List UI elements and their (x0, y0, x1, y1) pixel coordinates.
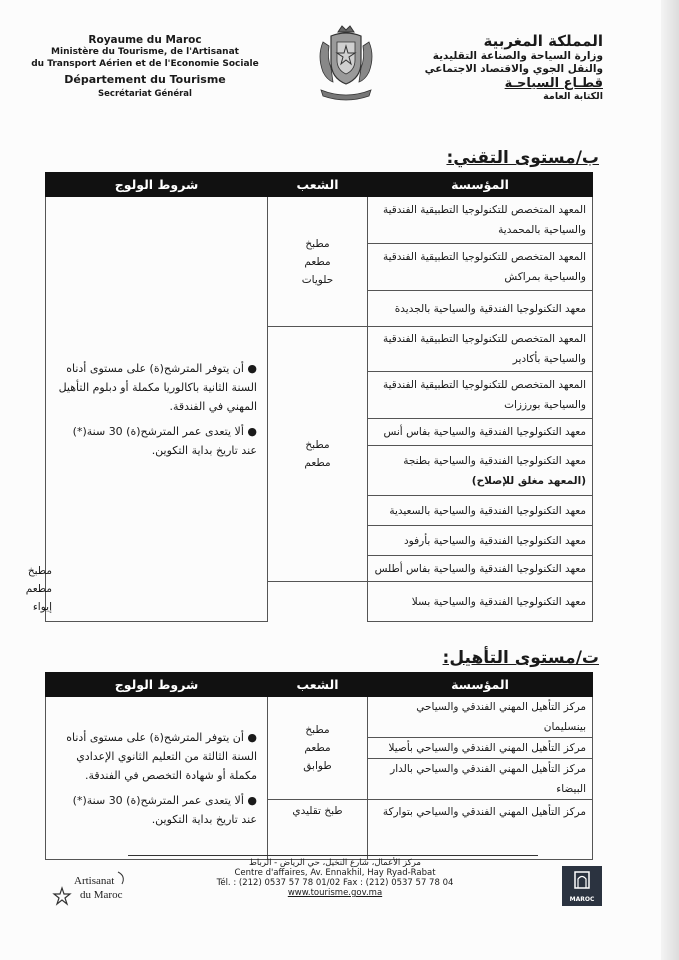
qualification-table (45, 672, 593, 860)
department-ar: قطـاع السياحـة (504, 76, 603, 91)
institution-cell: معهد التكنولوجيا الفندقية والسياحية بفاس أنس (368, 419, 593, 446)
section-qualification-title: ت/مستوى التأهيل: (442, 648, 599, 668)
institution-cell: مركز التأهيل المهني الفندقي والسياحي بينسليمان (368, 697, 593, 738)
table-header-row (46, 173, 593, 197)
condition-item: ● أن يتوفر المترشح(ة) على مستوى أدناه السنة الثالثة من التعليم الثانوي الإعدادي مكملة أو شهادة التخصص في الفندقة. (66, 730, 257, 782)
institution-cell: معهد التكنولوجيا الفندقية والسياحية بفاس أطلس (368, 556, 593, 582)
conditions-cell (46, 197, 268, 622)
col-conditions: شروط الولوج (46, 673, 268, 697)
institution-cell: المعهد المتخصص للتكنولوجيا التطبيقية الفندقية والسياحية بمراكش (368, 244, 593, 291)
institution-cell: المعهد المتخصص للتكنولوجيا التطبيقية الفندقية والسياحية بورززات (368, 372, 593, 419)
institution-cell: مركز التأهيل المهني الفندقي والسياحي بالدار البيضاء (368, 759, 593, 800)
website-link[interactable]: www.tourisme.gov.ma (287, 888, 383, 898)
institution-cell: معهد التكنولوجيا الفندقية والسياحية بطنجة (المعهد مغلق للإصلاح) (368, 446, 593, 496)
artisanat-logo-line1: Artisanat (74, 875, 115, 887)
header-french (20, 34, 270, 99)
maroc-logo-text: MAROC (569, 896, 595, 903)
technician-table (25, 172, 593, 622)
institution-cell: المعهد المتخصص للتكنولوجيا التطبيقية الفندقية والسياحية بالمحمدية (368, 197, 593, 244)
contact-phone-fax: Tél. : (212) 0537 57 78 01/02 Fax : (212) 0537 57 78 04 (216, 878, 454, 888)
specialties-cell (268, 327, 368, 582)
col-conditions: شروط الولوج (46, 173, 268, 197)
maroc-tourism-logo (562, 866, 602, 906)
table-row: معهد التكنولوجيا الفندقية والسياحية بفاس أطلس مطبخ مطعم إيواء (46, 556, 593, 582)
secretariat-fr: Secrétariat Général (98, 89, 192, 99)
institution-cell: معهد التكنولوجيا الفندقية والسياحية بسلا (368, 582, 593, 622)
department-fr: Département du Tourisme (64, 73, 226, 86)
institution-cell: معهد التكنولوجيا الفندقية والسياحية بأرفود (368, 526, 593, 556)
institution-cell: مركز التأهيل المهني الفندقي والسياحي بأصيلا (368, 738, 593, 759)
specialty-item: مطعم (304, 742, 331, 754)
specialty-item: مطبخ (305, 439, 330, 451)
col-institution: المؤسسة (368, 673, 593, 697)
specialty-item: مطعم (304, 457, 331, 469)
ministry-ar-1: وزارة السياحة والصناعة التقليدية (432, 50, 603, 62)
condition-item: ● أن يتوفر المترشح(ة) على مستوى أدناه السنة الثانية باكالوريا مكملة أو دبلوم التأهيل المهني في الفندقة. (58, 361, 257, 413)
specialties-cell (268, 197, 368, 327)
specialty-item: طبخ تقليدي (292, 805, 343, 817)
table-header-row (46, 673, 593, 697)
kingdom-fr: Royaume du Maroc (88, 34, 202, 46)
ministry-fr-1: Ministère du Tourisme, de l'Artisanat (51, 47, 239, 57)
col-specialties: الشعب (268, 673, 368, 697)
institution-cell: مركز التأهيل المهني الفندقي والسياحي بتواركة (368, 800, 593, 860)
condition-item: ● ألا يتعدى عمر المترشح(ة) 30 سنة(*) عند تاريخ بداية التكوين. (72, 793, 257, 826)
maroc-logo-icon (562, 866, 602, 896)
section-technician-title: ب/مستوى التقني: (446, 148, 599, 168)
col-institution: المؤسسة (368, 173, 593, 197)
institution-cell: المعهد المتخصص للتكنولوجيا التطبيقية الفندقية والسياحية بأكادير (368, 327, 593, 372)
coat-of-arms-emblem (313, 22, 379, 106)
institution-cell: معهد التكنولوجيا الفندقية والسياحية بالسعيدية (368, 496, 593, 526)
condition-item: ● ألا يتعدى عمر المترشح(ة) 30 سنة(*) عند تاريخ بداية التكوين. (72, 424, 257, 457)
footer-contact (150, 858, 520, 898)
footer-divider (128, 855, 538, 856)
address-ar: مركز الأعمال، شارع النخيل، حي الرياض - الرباط (249, 858, 421, 868)
institution-cell: معهد التكنولوجيا الفندقية والسياحية بالجديدة (368, 291, 593, 327)
specialty-item: مطبخ (305, 237, 330, 250)
specialty-item: طوابق (303, 760, 332, 772)
secretariat-ar: الكتابة العامة (543, 91, 603, 102)
ministry-fr-2: du Transport Aérien et de l'Economie Sociale (31, 59, 259, 69)
artisanat-du-maroc-logo (52, 866, 132, 910)
specialty-item: حلويات (301, 273, 334, 286)
specialties-cell (268, 800, 368, 860)
specialty-item: مطعم (304, 255, 331, 268)
artisanat-logo-line2: du Maroc (80, 889, 123, 901)
table-row (46, 197, 593, 244)
specialty-item: مطبخ (305, 724, 330, 736)
conditions-cell (46, 697, 268, 860)
specialties-cell (268, 697, 368, 800)
header-arabic (413, 32, 603, 102)
kingdom-ar: المملكة المغربية (483, 32, 603, 50)
page-edge (661, 0, 679, 960)
table-row (46, 697, 593, 738)
col-specialties: الشعب (268, 173, 368, 197)
address-fr: Centre d'affaires, Av. Ennakhil, Hay Ryad-Rabat (234, 868, 436, 878)
ministry-ar-2: والنقل الجوي والاقتصاد الاجتماعي (424, 63, 603, 75)
